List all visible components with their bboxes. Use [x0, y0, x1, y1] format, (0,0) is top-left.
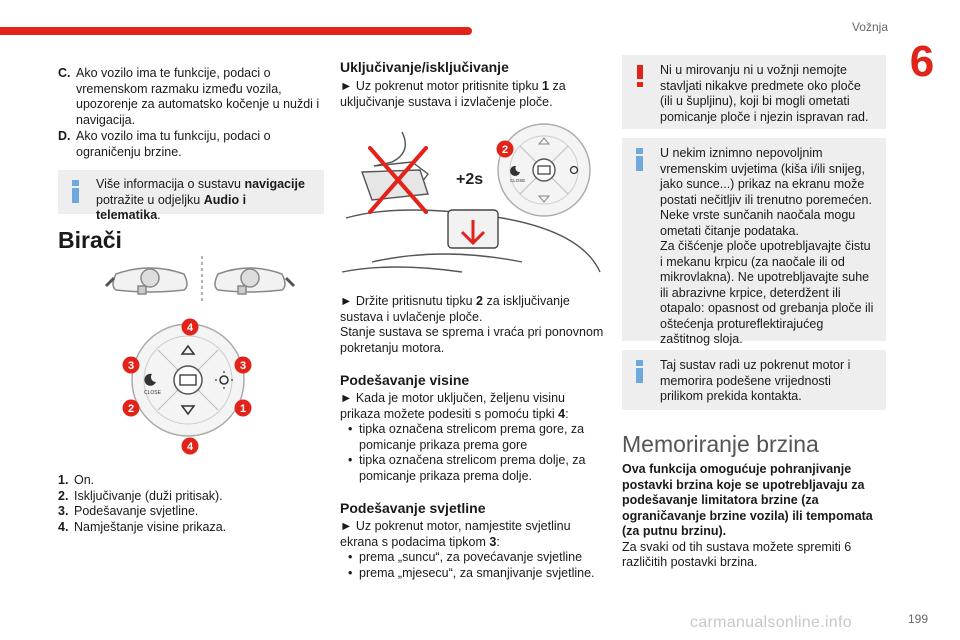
item-label: D. — [58, 129, 71, 143]
paragraph-switch-on: ► Uz pokrenut motor pritisnite tipku 1 za uključivanje sustava i izvlačenje ploče. — [340, 79, 566, 109]
svg-text:3: 3 — [127, 360, 135, 372]
steering-wheel-position-illustration — [110, 256, 290, 306]
svg-text:2: 2 — [501, 144, 509, 156]
info-text: Neke vrste sunčanih naočala mogu ometati čitanje podataka. — [660, 208, 856, 238]
hud-retract-illustration — [342, 122, 602, 282]
info-icon — [634, 148, 646, 170]
warning-box — [622, 55, 886, 129]
chapter-number: 6 — [909, 37, 935, 86]
heading-brightness: Podešavanje svjetline — [340, 500, 486, 516]
info-bold-navigation: navigacije — [244, 177, 305, 191]
close-label: CLOSE — [510, 178, 526, 183]
info-icon — [634, 360, 646, 382]
page-number: 199 — [907, 612, 928, 626]
legend-item: 1. On. — [58, 473, 95, 487]
paragraph-height: ► Kada je motor uključen, željenu visinu prikaza možete podesiti s pomoću tipki 4: — [340, 391, 569, 421]
info-icon — [70, 180, 82, 202]
header-accent-bar — [0, 27, 472, 35]
bullet-item: • tipka označena strelicom prema dolje, za pomicanje prikaza prema dolje. — [340, 453, 606, 484]
info-bold-audio: Audio i telematika — [96, 192, 247, 222]
heading-on-off: Uključivanje/isključivanje — [340, 59, 509, 75]
item-label: C. — [58, 66, 71, 80]
info-text: . — [157, 208, 161, 222]
section-title: Vožnja — [851, 20, 888, 34]
info-box-memory — [622, 350, 886, 410]
info-text: potražite u odjeljku — [96, 192, 204, 207]
close-label: CLOSE — [144, 390, 161, 396]
item-text: Ako vozilo ima tu funkciju, podaci o ograničenju brzine. — [76, 129, 271, 159]
info-text: Taj sustav radi uz pokrenut motor i memorira podešene vrijednosti prilikom prekida kontakta. — [660, 358, 851, 403]
bullets-height — [340, 422, 606, 484]
svg-text:3: 3 — [239, 360, 247, 372]
info-text: Za čišćenje ploče upotrebljavajte čistu i mekanu krpicu (za naočale ili od mikrovlakna). Ne upotrebljavajte suhe ili abrazivne krpice, deterdžent ili otapalo: opasnost od grebanja ploče ili oštećenja protureflektirajućeg zaštitnog sloja. — [660, 239, 874, 346]
legend-item: 4. Namještanje visine prikaza. — [58, 519, 227, 534]
warning-text: Ni u mirovanju ni u vožnji nemojte stavljati nikakve predmete oko ploče (ili u šupljinu), koji bi mogli ometati pomicanje ploče i njezin ispravan rad. — [660, 63, 869, 124]
info-text: Više informacija o sustavu — [96, 177, 245, 191]
svg-text:4: 4 — [186, 441, 194, 453]
svg-text:1: 1 — [239, 403, 247, 415]
heading-height: Podešavanje visine — [340, 372, 470, 388]
legend-item: 2. Isključivanje (duži pritisak). — [58, 488, 223, 503]
item-text: Ako vozilo ima te funkcije, podaci o vremenskom razmaku između vozila, upozorenje za automatsko kočenje u nuždi i navigacija. — [76, 66, 320, 127]
selector-legend — [58, 473, 324, 535]
paragraph-switch-off: ► Držite pritisnutu tipku 2 za isključivanje sustava i uvlačenje ploče. Stanje sustava se sprema i vraća pri ponovnom pokretanju motora. — [340, 294, 604, 355]
info-box-conditions — [622, 138, 886, 346]
legend-item: 3. Podešavanje svjetline. — [58, 504, 199, 518]
watermark: carmanualsonline.info — [690, 614, 852, 631]
paragraph-speed-memory: Ova funkcija omogućuje pohranjivanje postavki brzina koje se upotrebljavaju za podešavanje limitatora brzine (za ograničavanje brzine vozila) ili tempomata (za putnu brzinu). Za svaki od tih sustava možete spremiti 6 različitih postavki brzina. — [622, 462, 873, 569]
warning-icon — [634, 65, 646, 87]
paragraph-brightness: ► Uz pokrenut motor, namjestite svjetlinu ekrana s podacima tipkom 3: — [340, 519, 571, 549]
info-box-navigation — [58, 170, 324, 222]
list-item-d — [58, 129, 324, 160]
section-heading-biraci: Birači — [58, 227, 122, 253]
info-text: U nekim iznimno nepovoljnim vremenskim uvjetima (kiša i/ili snijeg, jako sunce...) prikaz na ekranu može postati nečitljiv ili trenutno poremećen. — [660, 146, 872, 207]
bullet-item: • prema „mjesecu“, za smanjivanje svjetline. — [340, 566, 606, 582]
bullet-item: • prema „suncu“, za povećavanje svjetline — [340, 550, 606, 566]
bullet-item: • tipka označena strelicom prema gore, za pomicanje prikaza prema gore — [340, 422, 606, 453]
list-item-c — [58, 66, 324, 128]
hold-duration-label: +2s — [456, 171, 484, 188]
section-heading-speed-memory: Memoriranje brzina — [622, 431, 819, 457]
hud-control-keypad — [127, 322, 260, 452]
bullets-brightness — [340, 550, 606, 581]
svg-text:2: 2 — [127, 403, 135, 415]
svg-text:4: 4 — [186, 322, 194, 334]
